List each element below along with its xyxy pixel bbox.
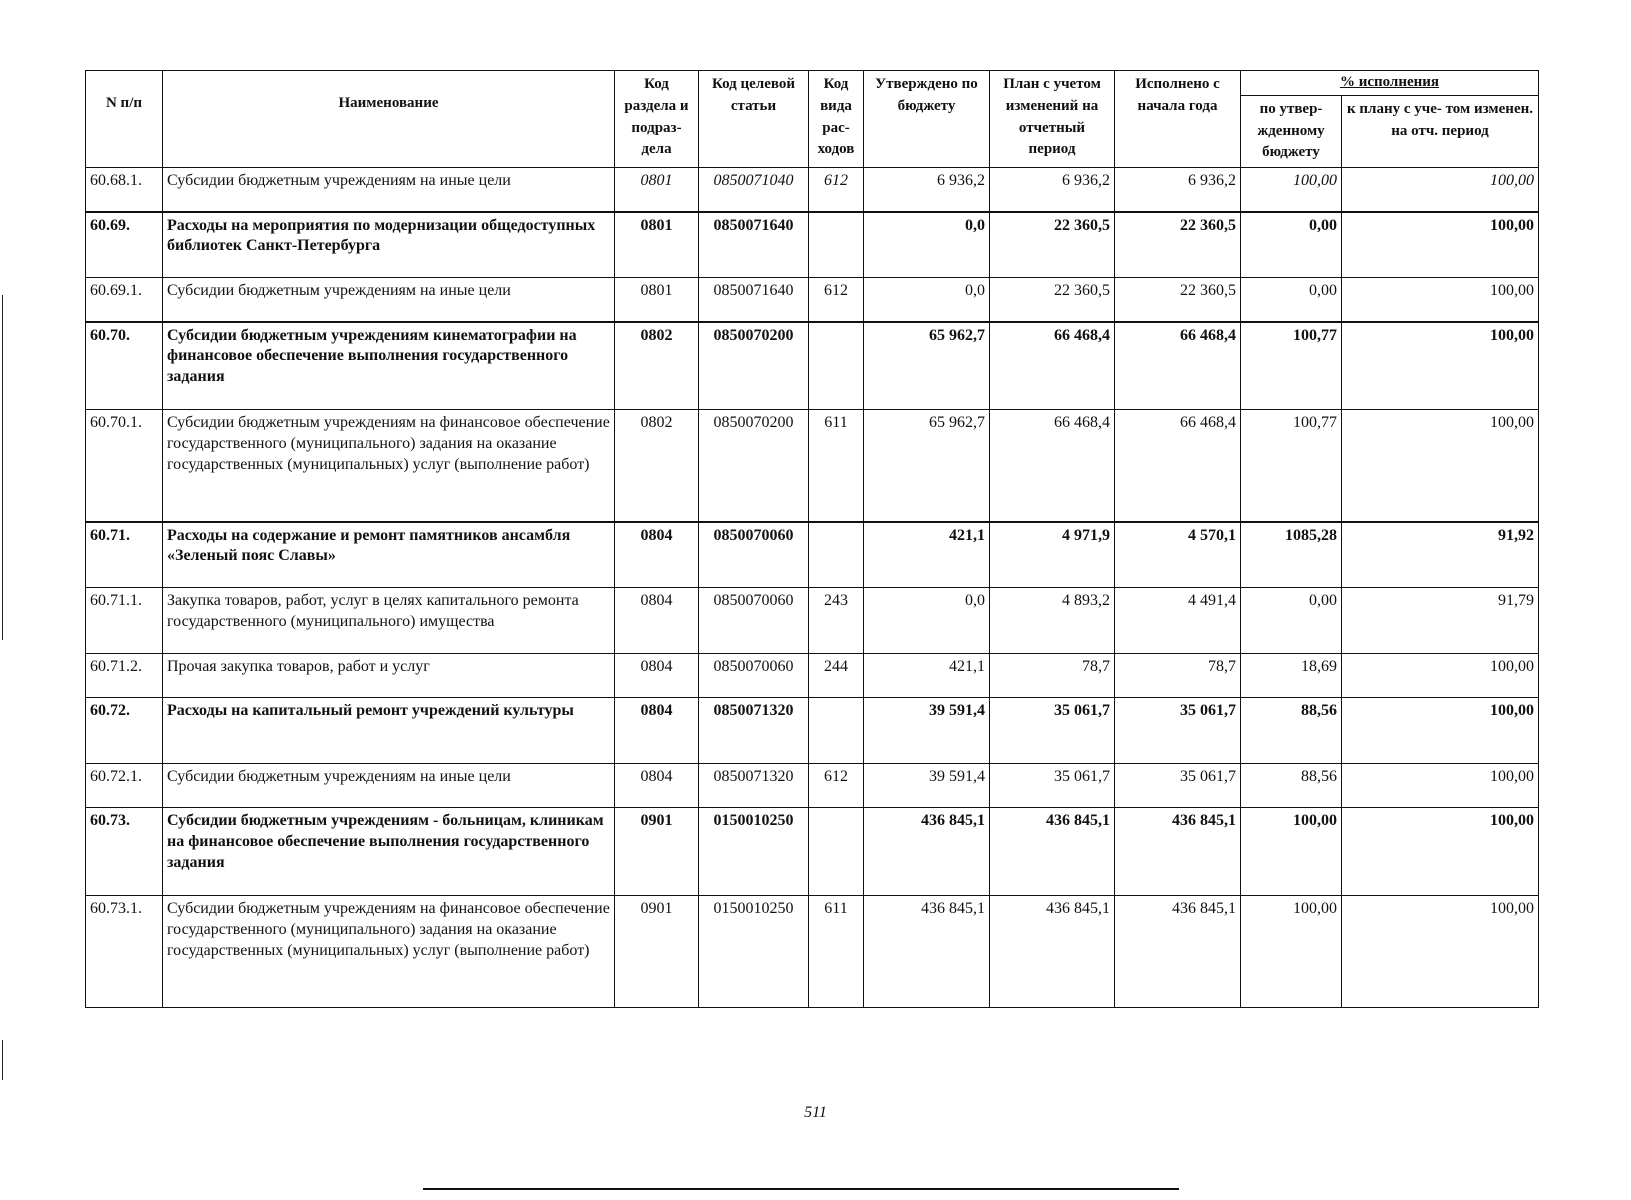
row-target-code: 0150010250	[699, 808, 809, 896]
row-executed: 4 570,1	[1115, 522, 1241, 588]
row-plan: 4 971,9	[990, 522, 1115, 588]
row-plan: 78,7	[990, 654, 1115, 698]
row-name: Расходы на содержание и ремонт памятников ансамбля «Зеленый пояс Славы»	[163, 522, 615, 588]
header-expense-type-code: Код вида рас- ходов	[809, 71, 864, 168]
header-section-code: Код раздела и подраз- дела	[615, 71, 699, 168]
row-num: 60.69.1.	[86, 278, 163, 322]
row-executed: 35 061,7	[1115, 698, 1241, 764]
row-executed: 436 845,1	[1115, 896, 1241, 1008]
row-pct-plan: 100,00	[1342, 654, 1539, 698]
row-plan: 6 936,2	[990, 168, 1115, 212]
row-num: 60.70.	[86, 322, 163, 410]
row-section-code: 0804	[615, 764, 699, 808]
row-name: Расходы на капитальный ремонт учреждений культуры	[163, 698, 615, 764]
table-row	[86, 212, 1539, 278]
row-expense-type-code	[809, 698, 864, 764]
row-pct-plan: 100,00	[1342, 168, 1539, 212]
table-body	[86, 168, 1539, 1008]
row-target-code: 0850071040	[699, 168, 809, 212]
row-approved: 39 591,4	[864, 764, 990, 808]
row-executed: 22 360,5	[1115, 278, 1241, 322]
row-expense-type-code: 243	[809, 588, 864, 654]
row-executed: 6 936,2	[1115, 168, 1241, 212]
row-expense-type-code	[809, 808, 864, 896]
row-target-code: 0850071640	[699, 212, 809, 278]
header-num: N п/п	[86, 71, 163, 168]
row-section-code: 0901	[615, 808, 699, 896]
row-name: Прочая закупка товаров, работ и услуг	[163, 654, 615, 698]
row-plan: 436 845,1	[990, 808, 1115, 896]
row-target-code: 0850070200	[699, 322, 809, 410]
row-pct-approved: 1085,28	[1241, 522, 1342, 588]
row-expense-type-code: 244	[809, 654, 864, 698]
table-row	[86, 168, 1539, 212]
row-section-code: 0802	[615, 322, 699, 410]
header-name: Наименование	[163, 71, 615, 168]
row-name: Субсидии бюджетным учреждениям на финансовое обеспечение государственного (муниципального) задания на оказание государственных (муниципальных) услуг (выполнение работ)	[163, 896, 615, 1008]
row-approved: 421,1	[864, 522, 990, 588]
scan-edge-mark	[2, 295, 3, 640]
page-number: 511	[804, 1104, 827, 1121]
row-executed: 4 491,4	[1115, 588, 1241, 654]
row-num: 60.72.	[86, 698, 163, 764]
row-plan: 436 845,1	[990, 896, 1115, 1008]
row-num: 60.68.1.	[86, 168, 163, 212]
row-num: 60.73.	[86, 808, 163, 896]
row-target-code: 0850070060	[699, 654, 809, 698]
budget-execution-table	[85, 70, 1539, 1008]
row-num: 60.71.	[86, 522, 163, 588]
row-num: 60.71.1.	[86, 588, 163, 654]
row-target-code: 0850071320	[699, 698, 809, 764]
row-section-code: 0801	[615, 278, 699, 322]
row-name: Субсидии бюджетным учреждениям на иные цели	[163, 278, 615, 322]
table-row	[86, 896, 1539, 1008]
row-target-code: 0850070060	[699, 522, 809, 588]
header-target-code: Код целевой статьи	[699, 71, 809, 168]
row-pct-plan: 100,00	[1342, 278, 1539, 322]
row-approved: 0,0	[864, 588, 990, 654]
header-pct-plan: к плану с уче- том изменен. на отч. период	[1342, 95, 1539, 167]
row-target-code: 0850071640	[699, 278, 809, 322]
row-pct-approved: 100,77	[1241, 410, 1342, 522]
row-target-code: 0850071320	[699, 764, 809, 808]
row-name: Субсидии бюджетным учреждениям на финансовое обеспечение государственного (муниципального) задания на оказание государственных (муниципальных) услуг (выполнение работ)	[163, 410, 615, 522]
row-pct-plan: 100,00	[1342, 698, 1539, 764]
row-expense-type-code	[809, 212, 864, 278]
table-row	[86, 654, 1539, 698]
table-row	[86, 410, 1539, 522]
row-executed: 66 468,4	[1115, 322, 1241, 410]
row-plan: 66 468,4	[990, 410, 1115, 522]
row-executed: 78,7	[1115, 654, 1241, 698]
header-approved: Утверждено по бюджету	[864, 71, 990, 168]
row-pct-approved: 88,56	[1241, 698, 1342, 764]
row-expense-type-code	[809, 522, 864, 588]
row-name: Субсидии бюджетным учреждениям - больницам, клиникам на финансовое обеспечение выполнения государственного задания	[163, 808, 615, 896]
row-plan: 35 061,7	[990, 698, 1115, 764]
header-pct-approved: по утвер- жденному бюджету	[1241, 95, 1342, 167]
row-approved: 436 845,1	[864, 808, 990, 896]
header-executed: Исполнено с начала года	[1115, 71, 1241, 168]
row-section-code: 0804	[615, 588, 699, 654]
row-section-code: 0901	[615, 896, 699, 1008]
row-approved: 436 845,1	[864, 896, 990, 1008]
table-row	[86, 698, 1539, 764]
row-expense-type-code: 611	[809, 410, 864, 522]
table-row	[86, 808, 1539, 896]
table-row	[86, 278, 1539, 322]
row-pct-plan: 100,00	[1342, 808, 1539, 896]
row-num: 60.72.1.	[86, 764, 163, 808]
row-target-code: 0150010250	[699, 896, 809, 1008]
row-executed: 22 360,5	[1115, 212, 1241, 278]
row-pct-plan: 100,00	[1342, 896, 1539, 1008]
row-pct-plan: 91,92	[1342, 522, 1539, 588]
header-plan: План с учетом изменений на отчетный период	[990, 71, 1115, 168]
row-target-code: 0850070060	[699, 588, 809, 654]
row-executed: 35 061,7	[1115, 764, 1241, 808]
row-section-code: 0804	[615, 698, 699, 764]
row-approved: 0,0	[864, 212, 990, 278]
row-approved: 65 962,7	[864, 410, 990, 522]
row-pct-approved: 0,00	[1241, 278, 1342, 322]
row-plan: 66 468,4	[990, 322, 1115, 410]
row-pct-approved: 0,00	[1241, 588, 1342, 654]
row-section-code: 0801	[615, 168, 699, 212]
row-expense-type-code: 612	[809, 278, 864, 322]
table-row	[86, 588, 1539, 654]
row-executed: 436 845,1	[1115, 808, 1241, 896]
header-pct: % исполнения	[1241, 71, 1539, 96]
table-row	[86, 522, 1539, 588]
row-pct-plan: 100,00	[1342, 322, 1539, 410]
table-row	[86, 322, 1539, 410]
row-plan: 22 360,5	[990, 278, 1115, 322]
row-approved: 0,0	[864, 278, 990, 322]
row-plan: 4 893,2	[990, 588, 1115, 654]
row-pct-plan: 100,00	[1342, 764, 1539, 808]
row-pct-plan: 100,00	[1342, 410, 1539, 522]
table-header	[86, 71, 1539, 168]
row-expense-type-code	[809, 322, 864, 410]
row-name: Субсидии бюджетным учреждениям на иные цели	[163, 168, 615, 212]
row-pct-approved: 88,56	[1241, 764, 1342, 808]
row-approved: 65 962,7	[864, 322, 990, 410]
row-section-code: 0802	[615, 410, 699, 522]
row-expense-type-code: 612	[809, 168, 864, 212]
scan-edge-mark-lower	[2, 1040, 3, 1080]
row-pct-plan: 91,79	[1342, 588, 1539, 654]
row-num: 60.73.1.	[86, 896, 163, 1008]
row-section-code: 0804	[615, 654, 699, 698]
row-approved: 421,1	[864, 654, 990, 698]
row-pct-approved: 0,00	[1241, 212, 1342, 278]
row-pct-approved: 100,00	[1241, 808, 1342, 896]
table-row	[86, 764, 1539, 808]
row-approved: 39 591,4	[864, 698, 990, 764]
row-name: Закупка товаров, работ, услуг в целях капитального ремонта государственного (муниципального) имущества	[163, 588, 615, 654]
row-num: 60.70.1.	[86, 410, 163, 522]
row-pct-approved: 100,00	[1241, 896, 1342, 1008]
row-pct-approved: 18,69	[1241, 654, 1342, 698]
row-plan: 35 061,7	[990, 764, 1115, 808]
row-name: Субсидии бюджетным учреждениям кинематографии на финансовое обеспечение выполнения государственного задания	[163, 322, 615, 410]
row-num: 60.69.	[86, 212, 163, 278]
row-approved: 6 936,2	[864, 168, 990, 212]
row-expense-type-code: 611	[809, 896, 864, 1008]
row-plan: 22 360,5	[990, 212, 1115, 278]
row-pct-approved: 100,00	[1241, 168, 1342, 212]
row-name: Расходы на мероприятия по модернизации общедоступных библиотек Санкт-Петербурга	[163, 212, 615, 278]
row-executed: 66 468,4	[1115, 410, 1241, 522]
row-num: 60.71.2.	[86, 654, 163, 698]
row-name: Субсидии бюджетным учреждениям на иные цели	[163, 764, 615, 808]
row-pct-plan: 100,00	[1342, 212, 1539, 278]
row-section-code: 0801	[615, 212, 699, 278]
row-pct-approved: 100,77	[1241, 322, 1342, 410]
row-target-code: 0850070200	[699, 410, 809, 522]
footer-rule	[423, 1188, 1179, 1190]
row-section-code: 0804	[615, 522, 699, 588]
row-expense-type-code: 612	[809, 764, 864, 808]
